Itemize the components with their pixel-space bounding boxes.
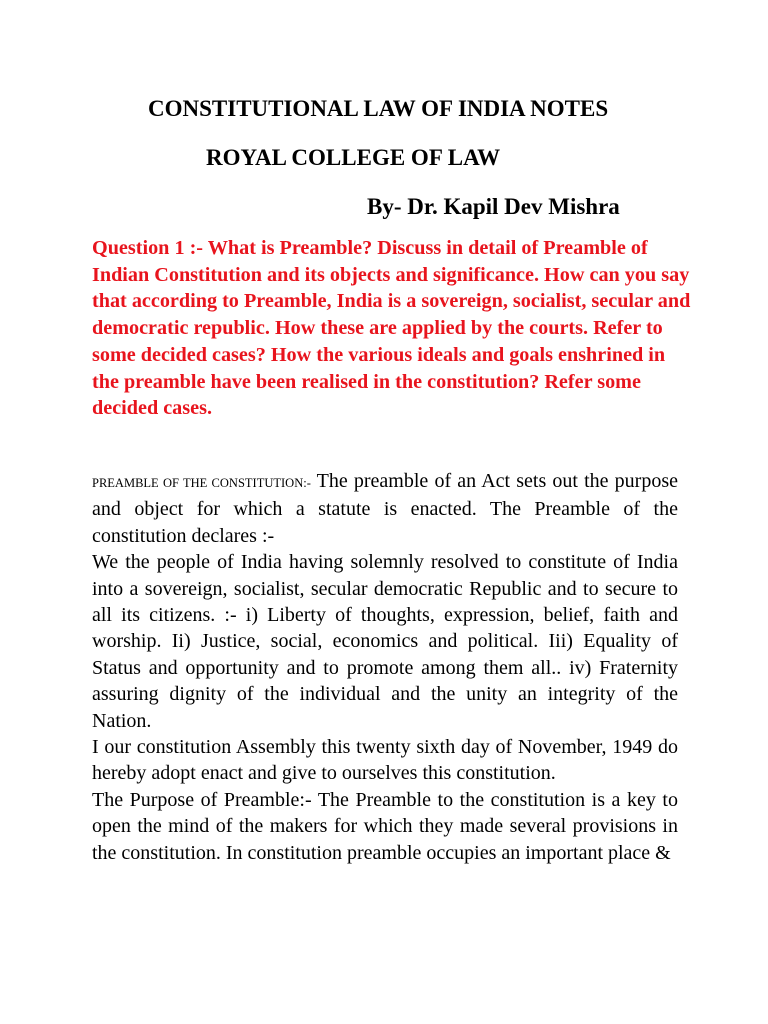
author-line: By- Dr. Kapil Dev Mishra [367,194,620,219]
paragraph-declaration: We the people of India having solemnly resolved to constitute of India into a sovereign, socialist, secular democratic Republic and to secure to all its citizens. :- i) Liberty of thoughts, expression, belief, faith and worship. Ii) Justice, social, economics and political. Iii) Equality of Status and opportunity and to promote among them all.. iv) Fraternity assuring dignity of the individual and the unity an integrity of the Nation. [92,551,678,732]
paragraph-1-text: The preamble of an Act sets out the purpose and object for which a statute is enacted. The Preamble of the constitution declares :- [92,470,678,547]
paragraph-adoption: I our constitution Assembly this twenty sixth day of November, 1949 do hereby adopt enact and give to ourselves this constitution. [92,736,678,785]
college-name: ROYAL COLLEGE OF LAW [206,145,501,170]
question-text: Question 1 :- What is Preamble? Discuss in detail of Preamble of Indian Constitution and its objects and significance. How can you say that according to Preamble, India is a sovereign, socialist, secular and democratic republic. How these are applied by the courts. Refer to some decided cases? How the various ideals and goals enshrined in the preamble have been realised in the constitution? Refer some decided cases. [92,237,691,420]
paragraph-preamble-intro [92,468,678,549]
paragraph-purpose: The Purpose of Preamble:- The Preamble to the constitution is a key to open the mind of the makers for which they made several provisions in the constitution. In constitution preamble occupies an important place & [92,788,678,864]
section-label: PREAMBLE OF THE CONSTITUTION:- [92,476,311,490]
document-title: CONSTITUTIONAL LAW OF INDIA NOTES [148,96,609,121]
document-body [92,468,678,866]
